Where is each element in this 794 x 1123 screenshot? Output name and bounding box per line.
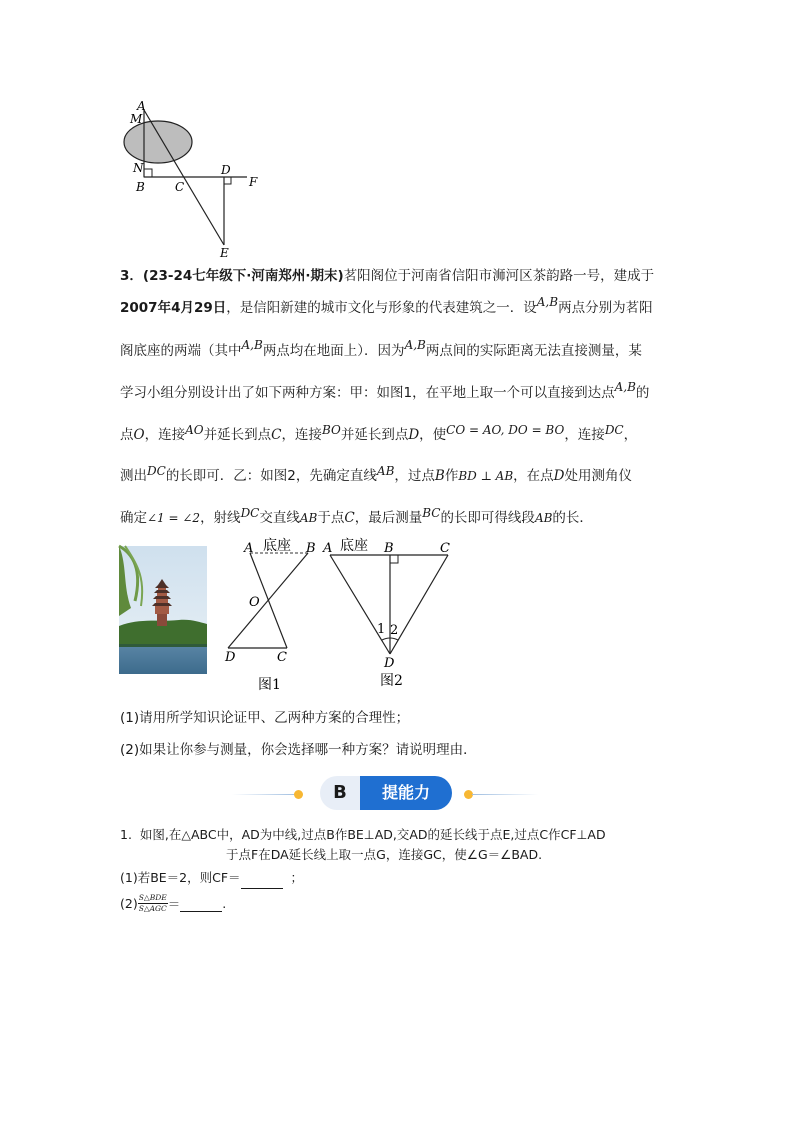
segment-cd xyxy=(390,555,448,654)
math-d: D xyxy=(408,427,420,443)
math-b: B xyxy=(434,468,445,484)
text: ，最后测量 xyxy=(354,510,423,526)
label-b: B xyxy=(136,180,145,194)
problem3-source: (23-24七年级下·河南郑州·期末) xyxy=(142,268,344,284)
text: 于点 xyxy=(317,510,345,526)
problem3-line4-a: 学习小组分别设计出了如下两种方案：甲：如图1，在平地上取一个可以直接到达点 xyxy=(120,385,615,401)
fig2-label-2: 2 xyxy=(390,623,399,638)
math-ab: A,B xyxy=(404,338,426,352)
banner-left-dot xyxy=(294,790,303,799)
math-dc: DC xyxy=(604,423,624,437)
math-dc: DC xyxy=(240,506,260,520)
text: ， xyxy=(623,427,638,443)
answer-blank-ratio[interactable] xyxy=(180,896,222,912)
math-ab: AB xyxy=(376,464,395,478)
math-ao: AO xyxy=(185,423,204,437)
fig2-caption: 图2 xyxy=(380,673,403,689)
pagoda-photo xyxy=(119,546,207,674)
math-c: C xyxy=(344,510,355,526)
fig1-label-a: A xyxy=(244,541,254,556)
right-angle-b xyxy=(390,555,398,563)
problem3-line1-text: 茗阳阁位于河南省信阳市浉河区茶韵路一号，建成于 xyxy=(343,268,655,284)
question-1: (1)请用所学知识论证甲、乙两种方案的合理性； xyxy=(120,710,410,726)
label-d: D xyxy=(221,163,231,177)
problemB1-q1 xyxy=(120,868,303,889)
problemB1-line1-text: 如图,在△ABC中，AD为中线,过点B作BE⊥AD,交AD的延长线于点E,过点C作CF⊥AD xyxy=(139,827,606,842)
problem3-line2 xyxy=(120,296,690,316)
fig1-caption: 图1 xyxy=(258,677,281,693)
text: 点 xyxy=(120,427,134,443)
fig2-label-a: A xyxy=(323,541,333,556)
fig2-label-1: 1 xyxy=(377,622,386,637)
problemB1-q2 xyxy=(120,893,226,914)
problem3-line3 xyxy=(120,339,690,359)
problem3-line2-text: ，是信阳新建的城市文化与形象的代表建筑之一．设 xyxy=(226,300,537,316)
answer-blank-cf[interactable] xyxy=(241,868,283,889)
text: ，过点 xyxy=(394,468,435,484)
label-a: A xyxy=(137,99,146,113)
math-d: D xyxy=(553,468,565,484)
problem3-line3-b: 两点均在地面上）．因为 xyxy=(262,343,405,359)
problemB1-q2-prefix: (2) xyxy=(120,896,138,911)
math-equation: CO = AO, DO = BO xyxy=(446,423,565,437)
math-dc: DC xyxy=(147,464,166,478)
fraction-denominator: S△AGC xyxy=(138,904,167,913)
text: 交直线 xyxy=(259,510,300,526)
problem3-line6 xyxy=(120,464,690,484)
fraction xyxy=(138,893,168,914)
fig2-label-b: B xyxy=(384,541,394,556)
segment-bd xyxy=(228,553,308,648)
fig1-label-o: O xyxy=(249,595,260,610)
problemB1-q2-suffix: . xyxy=(222,896,227,911)
text: ，连接 xyxy=(144,427,186,443)
problem3-line4 xyxy=(120,381,690,401)
text: ，连接 xyxy=(564,427,605,443)
fraction-numerator: S△BDE xyxy=(138,893,167,902)
math-ab: A,B xyxy=(536,295,559,309)
problem3-line1 xyxy=(120,264,690,284)
math-c: C xyxy=(271,427,282,443)
problemB1-line1 xyxy=(120,825,606,845)
text: ，在点 xyxy=(513,468,554,484)
section-letter-badge: B xyxy=(320,776,360,810)
fig1-label-base: 底座 xyxy=(263,538,291,554)
fig1-label-d: D xyxy=(225,650,236,665)
right-angle-d xyxy=(224,177,231,184)
figure-2-diagram xyxy=(320,536,460,696)
label-n: N xyxy=(133,161,144,175)
segment-ad xyxy=(330,555,390,654)
problem3-line2-tail: 两点分别为茗阳 xyxy=(558,300,653,316)
problemB1-line2: 于点F在DA延长线上取一点G，连接GC，使∠G＝∠BAD. xyxy=(226,847,543,862)
label-f: F xyxy=(249,175,258,189)
math-angle-equation: ∠1 = ∠2 xyxy=(147,511,201,525)
label-c: C xyxy=(175,180,185,194)
math-o: O xyxy=(133,427,145,443)
text: 确定 xyxy=(120,510,147,526)
fig1-label-c: C xyxy=(277,650,287,665)
question-2: (2)如果让你参与测量，你会选择哪一种方案？请说明理由． xyxy=(120,742,477,758)
problemB1-q2-eq: ＝ xyxy=(167,896,181,912)
ellipse-obstacle xyxy=(124,121,192,163)
problem3-line5 xyxy=(120,423,690,443)
problemB1-q1-text: (1)若BE＝2，则CF＝ xyxy=(120,870,241,885)
figure-top-diagram xyxy=(125,98,275,260)
problemB1-q1-suffix: ； xyxy=(290,870,304,885)
math-ab: AB xyxy=(534,511,553,525)
text: 的长． xyxy=(552,510,593,526)
problemB1-number: 1. xyxy=(120,827,132,842)
figure-1-diagram xyxy=(220,536,316,696)
fig2-label-base: 底座 xyxy=(340,538,368,554)
label-m: M xyxy=(130,112,143,126)
problem3-line3-c: 两点间的实际距离无法直接测量，某 xyxy=(425,343,642,359)
fig2-label-d: D xyxy=(384,656,395,671)
text: ，连接 xyxy=(281,427,322,443)
problem3-date: 2007年4月29日 xyxy=(120,300,227,316)
label-e: E xyxy=(220,246,229,260)
problem3-line3-a: 阁底座的两端（其中 xyxy=(120,343,242,359)
text: 并延长到点 xyxy=(340,427,409,443)
text: 的长即可．乙：如图2，先确定直线 xyxy=(165,468,377,484)
math-ab: A,B xyxy=(241,338,263,352)
section-title: 提能力 xyxy=(360,776,452,810)
math-bc: BC xyxy=(422,506,441,520)
text: 测出 xyxy=(120,468,147,484)
fig1-label-b: B xyxy=(306,541,316,556)
text: 处用测角仪 xyxy=(564,468,632,484)
banner-left-line xyxy=(232,794,298,795)
text: ，使 xyxy=(419,427,447,443)
problem3-number: 3． xyxy=(120,268,143,284)
problem3-line7 xyxy=(120,506,690,526)
math-ab: A,B xyxy=(614,380,636,394)
math-ab: AB xyxy=(299,511,318,525)
text: 作 xyxy=(444,468,459,484)
right-angle-b xyxy=(144,169,152,177)
text: 的长即可得线段 xyxy=(440,510,535,526)
math-perpendicular: BD ⊥ AB xyxy=(458,469,514,483)
math-bo: BO xyxy=(321,423,341,437)
fig2-label-c: C xyxy=(440,541,450,556)
text: ，射线 xyxy=(200,510,241,526)
text: 并延长到点 xyxy=(203,427,272,443)
banner-right-line xyxy=(472,794,538,795)
problem3-line4-b: 的 xyxy=(635,385,650,401)
